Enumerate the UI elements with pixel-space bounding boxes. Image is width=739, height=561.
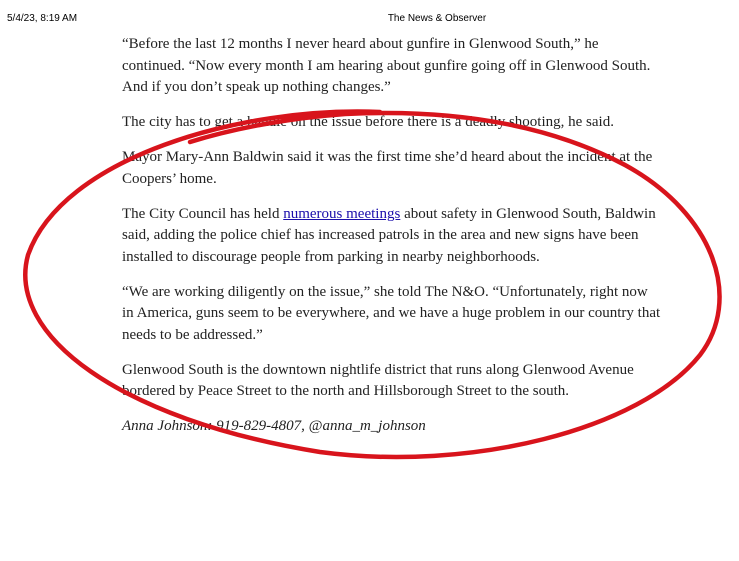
print-datetime: 5/4/23, 8:19 AM — [7, 13, 78, 24]
paragraph-council-meetings — [122, 204, 662, 269]
paragraph-mayor-statement: Mayor Mary-Ann Baldwin said it was the first time she’d heard about the incident at the Coopers’ home. — [122, 149, 653, 187]
publication-name: The News & Observer — [387, 13, 487, 24]
article-body — [122, 34, 662, 451]
paragraph-mayor-quote: “We are working diligently on the issue,” she told The N&O. “Unfortunately, right now in America, guns seem to be everywhere, and we have a huge problem in our country that needs to be addressed.” — [122, 283, 661, 343]
paragraph-city-handle: The city has to get a handle on the issue before there is a deadly shooting, he said. — [122, 114, 614, 130]
paragraph-glenwood-description: Glenwood South is the downtown nightlife district that runs along Glenwood Avenue bordered by Peace Street to the north and Hillsborough Street to the south. — [122, 361, 634, 399]
paragraph-quote-gunfire: “Before the last 12 months I never heard about gunfire in Glenwood South,” he continued. “Now every month I am hearing about gunfire going off in Glenwood South. And if you don’t speak up nothing changes.” — [122, 36, 651, 95]
author-byline: Anna Johnson: 919-829-4807, @anna_m_johnson — [122, 418, 426, 434]
print-header — [0, 13, 739, 27]
numerous-meetings-link[interactable]: numerous meetings — [283, 205, 401, 222]
council-text-after: about safety in Glenwood South, Baldwin said, adding the police chief has increased patrols in the area and new signs have been installed to discourage people from parking in nearby neighborhoods. — [122, 205, 656, 265]
council-text-before: The City Council has held — [122, 205, 284, 222]
